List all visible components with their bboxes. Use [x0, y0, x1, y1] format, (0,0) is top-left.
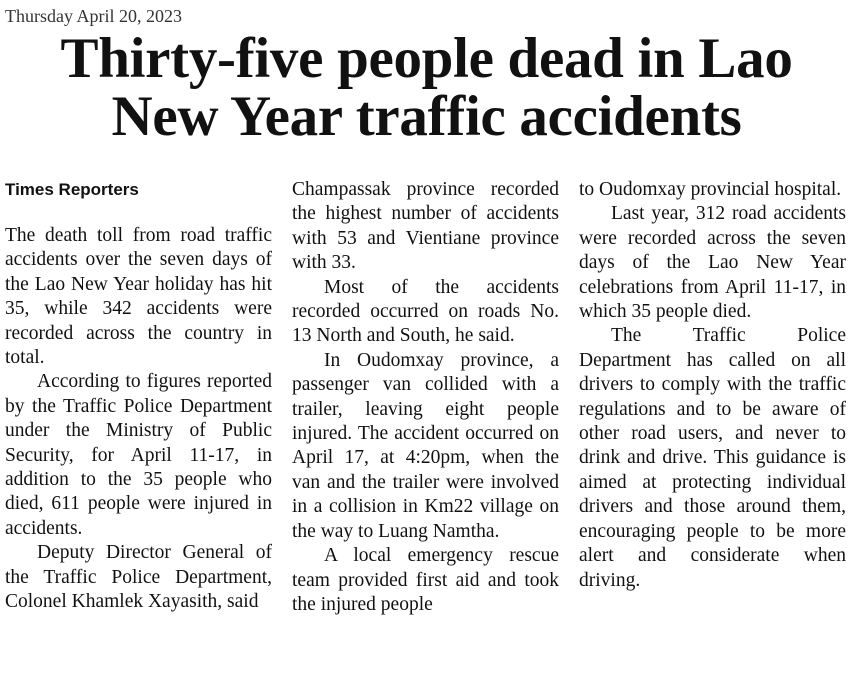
- headline-line-1: Thirty-five people dead in Lao: [60, 27, 793, 90]
- paragraph: Deputy Director General of the Traffic Police Department, Colonel Khamlek Xayasith, said: [5, 542, 272, 613]
- paragraph: In Oudomxay province, a passenger van collided with a trailer, leaving eight people injured. The accident occurred on April 17, at 4:20pm, when the van and the trailer were involved in a collision in Km22 village on the way to Luang Namtha.: [292, 349, 559, 542]
- dateline: Thursday April 20, 2023: [5, 6, 182, 26]
- column-3: [579, 178, 846, 617]
- headline: [0, 27, 853, 148]
- byline: Times Reporters: [5, 180, 139, 199]
- column-2: [292, 178, 559, 617]
- paragraph: Champassak province recorded the highest number of accidents with 53 and Vientiane province with 33.: [292, 179, 559, 274]
- paragraph: Most of the accidents recorded occurred on roads No. 13 North and South, he said.: [292, 276, 559, 347]
- article-body: [5, 178, 848, 617]
- paragraph: The death toll from road traffic accidents over the seven days of the Lao New Year holiday has hit 35, while 342 accidents were recorded across the country in total.: [5, 225, 272, 369]
- paragraph: to Oudomxay provincial hospital.: [579, 179, 842, 200]
- column-1: [5, 178, 272, 617]
- paragraph: According to figures reported by the Traffic Police Department under the Ministry of Public Security, for April 11-17, in addition to the 35 people who died, 611 people were injured in accidents.: [5, 371, 272, 539]
- paragraph: The Traffic Police Department has called on all drivers to comply with the traffic regulations and to be aware of other road users, and never to drink and drive. This guidance is aimed at protecting individual drivers and those around them, encouraging people to be more alert and considerate when driving.: [579, 325, 846, 591]
- headline-line-2: New Year traffic accidents: [111, 85, 742, 148]
- paragraph: A local emergency rescue team provided first aid and took the injured people: [292, 545, 559, 615]
- paragraph: Last year, 312 road accidents were recorded across the seven days of the Lao New Year celebrations from April 11-17, in which 35 people died.: [579, 203, 846, 323]
